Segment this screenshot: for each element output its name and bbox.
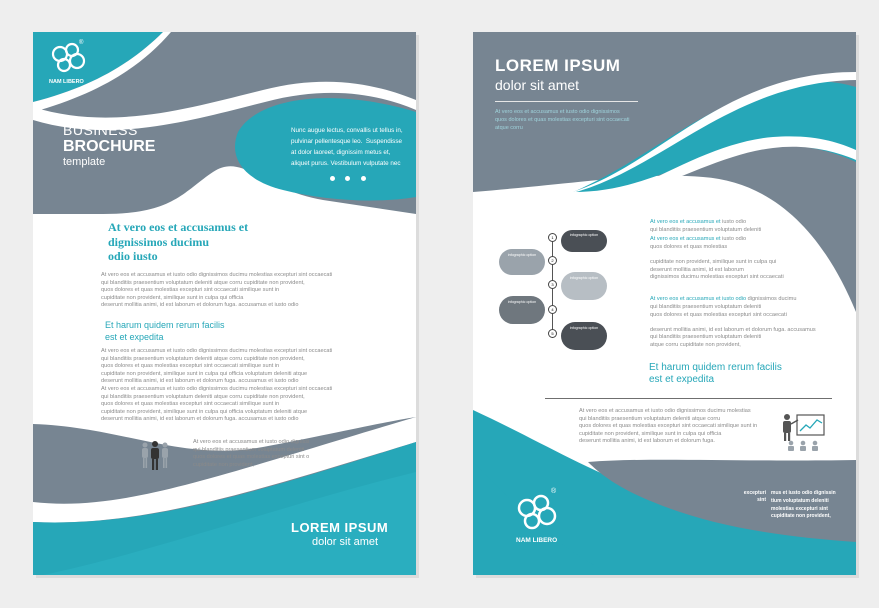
bubble-2[interactable] <box>499 249 545 275</box>
section-paragraph-1: At vero eos et accusamus et iusto odio dignissimos ducimu molestias excepturi sint occaecati qui blanditiis praesentium voluptatum deleniti atque corru cupiditate non provident, quos dolores et quas molestias excepturi sint occaecati similique sunt in cupiditate non provident, similique sunt in culpa qui officia deserunt mollitia animi, id est laborum et dolorum fuga. accusamus et iusto odio <box>101 272 333 309</box>
carousel-dots <box>330 168 366 186</box>
column-block-1: quos dolores et quas molestias cupiditate non provident, similique sunt in culpa qui deserunt mollitia animi, id est laborum dignissimos ducimu molestias excepturi sint occaecati <box>650 244 784 281</box>
section-heading: Et harum quidem rerum facilis est et expedita <box>649 362 782 385</box>
column-line-2: qui blanditiis praesentium voluptatum deleniti <box>650 227 762 233</box>
footer-registered-mark: ® <box>551 488 557 495</box>
intro-text: Nunc augue lectus, convallis ut tellus in, pulvinar pellentesque leo. Suspendisse at dolor laoreet, dignissim metus et, aliquet purus. Vestibulum vulputate nec <box>291 127 403 167</box>
timeline-node-2: 2 <box>548 256 557 265</box>
column-line-3-text: iusto odio <box>720 236 747 242</box>
header-subtitle: dolor sit amet <box>495 77 580 93</box>
header-divider <box>495 101 638 102</box>
title-line-2: BROCHURE <box>63 138 156 155</box>
bubble-3[interactable] <box>561 272 607 300</box>
timeline-node-5: 5 <box>548 329 557 338</box>
right-brochure-page <box>473 32 856 575</box>
footer-brand-logo-icon <box>515 494 565 534</box>
column-heading-2: At vero eos et accusamus et <box>650 236 721 242</box>
brand-name: NAM LIBERO <box>49 79 84 85</box>
footer-subtitle: dolor sit amet <box>312 536 379 548</box>
bubble-1-label: infographic option <box>569 233 599 237</box>
left-brochure-page <box>33 32 416 575</box>
section-heading-2: Et harum quidem rerum facilis est et expedita <box>105 320 225 342</box>
column-line-4-text: dignissimos ducimu <box>746 296 797 302</box>
dot-1[interactable] <box>330 176 335 181</box>
footer-left-text: excepturi sint <box>743 490 766 503</box>
bubble-3-label: infographic option <box>569 276 599 280</box>
column-line-1 <box>650 219 856 227</box>
dot-2[interactable] <box>345 176 350 181</box>
column-line-1-text: iusto odio <box>720 219 747 225</box>
title-line-1: BUSINESS <box>63 122 138 138</box>
section-paragraph: At vero eos et accusamus et iusto odio dignissimos ducimu molestias qui blanditiis praesentium voluptatum deleniti atque corru quos dolores et quas molestias excepturi sint occaecati similique sunt in cupiditate non provident, similique sunt in culpa qui officia deserunt mollitia animi, id est laborum et dolorum fuga. <box>579 408 758 445</box>
column-block-2: qui blanditiis praesentium voluptatum deleniti quos dolores et quas molestias excepturi sint occaecati deserunt mollitia animi, id est laborum et dolorum fuga. accusamus qui blanditiis praesentium voluptatum deleniti atque corru cupiditate non provident, <box>650 304 816 348</box>
header-text: At vero eos et accusamus et iusto odio dignissimos quos dolores et quas molestias excepturi sint occaecati atque corru <box>495 109 630 131</box>
dot-3[interactable] <box>361 176 366 181</box>
bubble-4[interactable] <box>499 296 545 324</box>
column-line-4 <box>650 296 856 304</box>
section-divider <box>545 398 832 399</box>
column-line-3 <box>650 236 856 244</box>
brand-logo-icon <box>49 42 93 76</box>
registered-mark: ® <box>79 40 84 46</box>
footer-brand-name: NAM LIBERO <box>516 537 558 544</box>
presentation-icon <box>779 412 829 454</box>
column-heading-1: At vero eos et accusamus et <box>650 219 721 225</box>
header-title: LOREM IPSUM <box>495 56 621 75</box>
timeline-node-4: 4 <box>548 305 557 314</box>
column-heading-3: At vero eos et accusamus et iusto odio <box>650 296 747 302</box>
bubble-5-label: infographic option <box>569 326 599 330</box>
team-text: At vero eos et accusamus et iusto odio dignissi qui blanditiis praesentium voluptatum deleniti quos dolores et quas molestias excepturi sint o cupiditate non provident, <box>193 439 310 468</box>
bubble-2-label: infographic option <box>507 253 537 257</box>
timeline-node-3: 3 <box>548 280 557 289</box>
timeline-node-1: 1 <box>548 233 557 242</box>
footer-title: LOREM IPSUM <box>291 520 389 535</box>
title-line-3: template <box>63 156 106 168</box>
section-paragraph-2: At vero eos et accusamus et iusto odio dignissimos ducimu molestias excepturi sint occaecati qui blanditiis praesentium voluptatum deleniti atque corru cupiditate non provident, quos dolores et quas molestias excepturi sint occaecati similique sunt in cupiditate non provident, similique sunt in culpa qui officia voluptatum deleniti atque deserunt mollitia animi, id est laborum et dolorum fuga. accusamus et iusto odio At vero eos et accusamus et iusto odio dignissimos ducimu molestias excepturi sint occaecati qui blanditiis praesentium voluptatum deleniti atque corru cupiditate non provident, quos dolores et quas molestias excepturi sint occaecati similique sunt in cupiditate non provident, similique sunt in culpa qui officia voluptatum deleniti atque deserunt mollitia animi, id est laborum et dolorum fuga. accusamus et iusto odio <box>101 348 333 423</box>
bubble-4-label: infographic option <box>507 300 537 304</box>
bubble-1[interactable] <box>561 230 607 252</box>
team-people-icon <box>139 440 171 470</box>
bubble-5[interactable] <box>561 322 607 350</box>
section-heading-1: At vero eos et accusamus et dignissimos ducimu odio iusto <box>108 220 249 263</box>
footer-right-text: mus et iusto odio dignissin tium voluptatum deleniti molestias excepturi sint cupiditate non provident, <box>771 490 836 520</box>
